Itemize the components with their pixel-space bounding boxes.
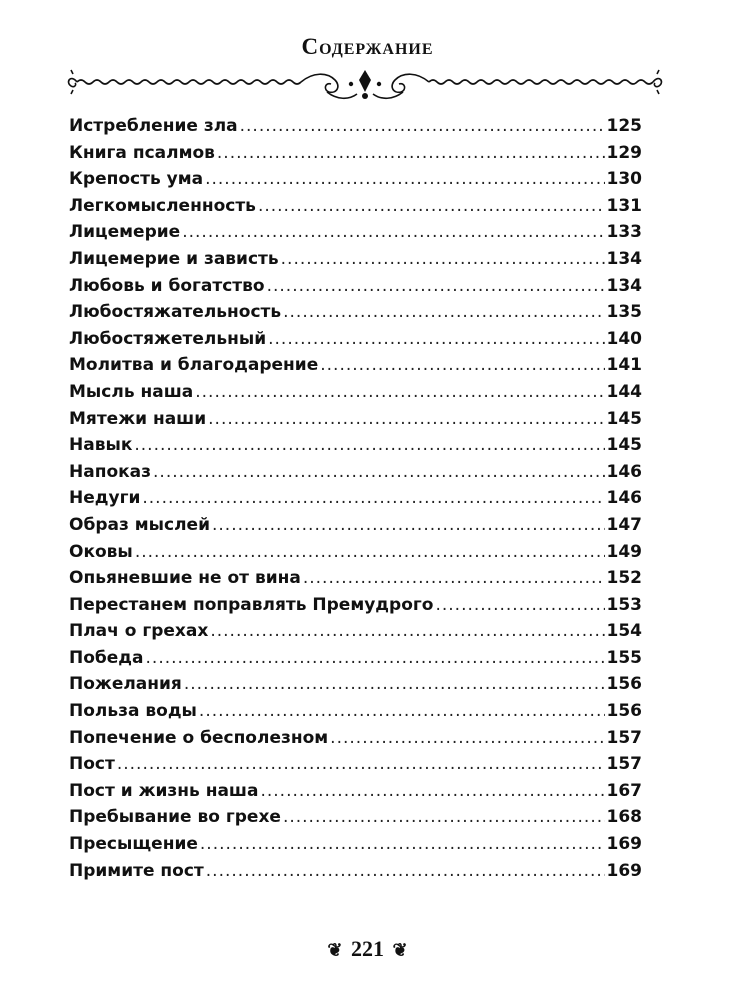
dot-leader	[142, 488, 604, 508]
dot-leader	[283, 807, 605, 827]
toc-entry-title: Недуги	[69, 488, 141, 509]
dot-leader	[200, 834, 605, 854]
toc-entry-title: Примите пост	[69, 860, 204, 881]
dot-leader	[208, 409, 604, 429]
toc-entry-title: Польза воды	[69, 701, 197, 722]
toc-entry	[69, 568, 642, 595]
toc-entry-page: 167	[606, 780, 642, 801]
table-of-contents	[69, 116, 642, 887]
toc-entry	[69, 728, 642, 755]
toc-entry-page: 154	[606, 621, 642, 642]
toc-entry-title: Лицемерие и зависть	[69, 248, 279, 269]
toc-entry-title: Пост и жизнь наша	[69, 780, 259, 801]
toc-entry-page: 153	[606, 594, 642, 615]
toc-entry-page: 157	[606, 754, 642, 775]
toc-entry	[69, 329, 642, 356]
dot-leader	[330, 728, 604, 748]
toc-entry-title: Крепость ума	[69, 169, 204, 190]
toc-entry	[69, 355, 642, 382]
toc-entry-title: Напоказ	[69, 461, 152, 482]
toc-entry-title: Любостяжетельный	[69, 328, 267, 349]
toc-entry	[69, 621, 642, 648]
dot-leader	[134, 435, 604, 455]
toc-entry-title: Мысль наша	[69, 381, 194, 402]
toc-entry	[69, 488, 642, 515]
dot-leader	[153, 462, 604, 482]
toc-entry-title: Пресыщение	[69, 834, 198, 855]
toc-entry-title: Лицемерие	[69, 222, 181, 243]
toc-entry	[69, 861, 642, 888]
toc-entry	[69, 595, 642, 622]
toc-entry	[69, 409, 642, 436]
toc-entry-page: 146	[606, 461, 642, 482]
dot-leader	[435, 595, 604, 615]
toc-entry-page: 145	[606, 408, 642, 429]
toc-entry-title: Плач о грехах	[69, 621, 209, 642]
toc-entry	[69, 169, 642, 196]
toc-entry-title: Книга псалмов	[69, 142, 215, 163]
toc-entry-title: Победа	[69, 647, 144, 668]
dot-leader	[268, 329, 604, 349]
dot-leader	[146, 648, 605, 668]
dot-leader	[258, 196, 605, 216]
toc-entry-title: Истребление зла	[69, 116, 238, 136]
toc-entry	[69, 701, 642, 728]
toc-entry-page: 144	[606, 381, 642, 402]
dot-leader	[135, 542, 605, 562]
toc-entry	[69, 302, 642, 329]
toc-entry-page: 134	[606, 248, 642, 269]
toc-entry-page: 133	[606, 222, 642, 243]
dot-leader	[199, 701, 605, 721]
toc-entry-title: Пост	[69, 754, 115, 775]
toc-entry	[69, 807, 642, 834]
toc-entry-title: Образ мыслей	[69, 514, 210, 535]
toc-entry	[69, 834, 642, 861]
toc-entry-title: Молитва и благодарение	[69, 355, 319, 376]
dot-leader	[206, 861, 605, 881]
toc-entry-title: Пожелания	[69, 674, 182, 695]
toc-entry-title: Оковы	[69, 541, 133, 562]
toc-entry-page: 131	[606, 195, 642, 216]
toc-entry	[69, 249, 642, 276]
dot-leader	[117, 754, 605, 774]
toc-entry	[69, 515, 642, 542]
toc-entry-page: 145	[606, 435, 642, 456]
toc-entry	[69, 222, 642, 249]
page-header	[0, 34, 735, 60]
toc-entry-title: Навык	[69, 435, 133, 456]
toc-entry-title: Попечение о бесполезном	[69, 727, 329, 748]
dot-leader	[281, 249, 605, 269]
toc-entry-title: Любовь и богатство	[69, 275, 265, 296]
toc-entry	[69, 382, 642, 409]
dot-leader	[217, 143, 605, 163]
toc-entry-title: Легкомысленность	[69, 195, 256, 216]
ornament-flourish-icon: ❦	[392, 940, 408, 961]
toc-entry-page: 169	[606, 860, 642, 881]
toc-entry	[69, 648, 642, 675]
toc-entry-page: 156	[606, 674, 642, 695]
toc-entry	[69, 276, 642, 303]
dot-leader	[184, 674, 605, 694]
toc-entry-page: 147	[606, 514, 642, 535]
toc-entry	[69, 781, 642, 808]
toc-entry-title: Перестанем поправлять Премудрого	[69, 594, 434, 615]
running-header-title: Содержание	[301, 34, 434, 59]
toc-entry	[69, 435, 642, 462]
toc-entry	[69, 754, 642, 781]
toc-entry	[69, 674, 642, 701]
dot-leader	[283, 302, 604, 322]
toc-entry-title: Опьяневшие не от вина	[69, 568, 301, 589]
toc-entry-page: 169	[606, 834, 642, 855]
toc-entry-page: 157	[606, 727, 642, 748]
dot-leader	[267, 276, 605, 296]
toc-entry-title: Любостяжательность	[69, 302, 282, 323]
dot-leader	[205, 169, 604, 189]
dot-leader	[195, 382, 604, 402]
dot-leader	[210, 621, 604, 641]
dot-leader	[240, 116, 605, 136]
toc-entry-page: 155	[606, 647, 642, 668]
toc-entry	[69, 143, 642, 170]
toc-entry-title: Мятежи наши	[69, 408, 207, 429]
dot-leader	[212, 515, 605, 535]
dot-leader	[303, 568, 605, 588]
toc-entry	[69, 462, 642, 489]
toc-entry	[69, 542, 642, 569]
dot-leader	[260, 781, 604, 801]
toc-entry-page: 125	[606, 116, 642, 136]
toc-entry-page: 134	[606, 275, 642, 296]
page-footer	[0, 936, 735, 962]
toc-entry-page: 135	[606, 302, 642, 323]
toc-entry-page: 129	[606, 142, 642, 163]
toc-entry-page: 130	[606, 169, 642, 190]
toc-entry-page: 156	[606, 701, 642, 722]
toc-entry-page: 140	[606, 328, 642, 349]
toc-entry-page: 152	[606, 568, 642, 589]
toc-entry-title: Пребывание во грехе	[69, 807, 281, 828]
dot-leader	[182, 222, 604, 242]
decorative-ornament-icon	[65, 66, 665, 106]
toc-entry-page: 146	[606, 488, 642, 509]
dot-leader	[320, 355, 604, 375]
toc-entry-page: 168	[606, 807, 642, 828]
toc-entry	[69, 196, 642, 223]
toc-entry-page: 149	[606, 541, 642, 562]
ornament-flourish-icon: ❦	[327, 940, 343, 961]
page-number: 221	[351, 936, 384, 961]
toc-entry-page: 141	[606, 355, 642, 376]
toc-entry	[69, 116, 642, 143]
